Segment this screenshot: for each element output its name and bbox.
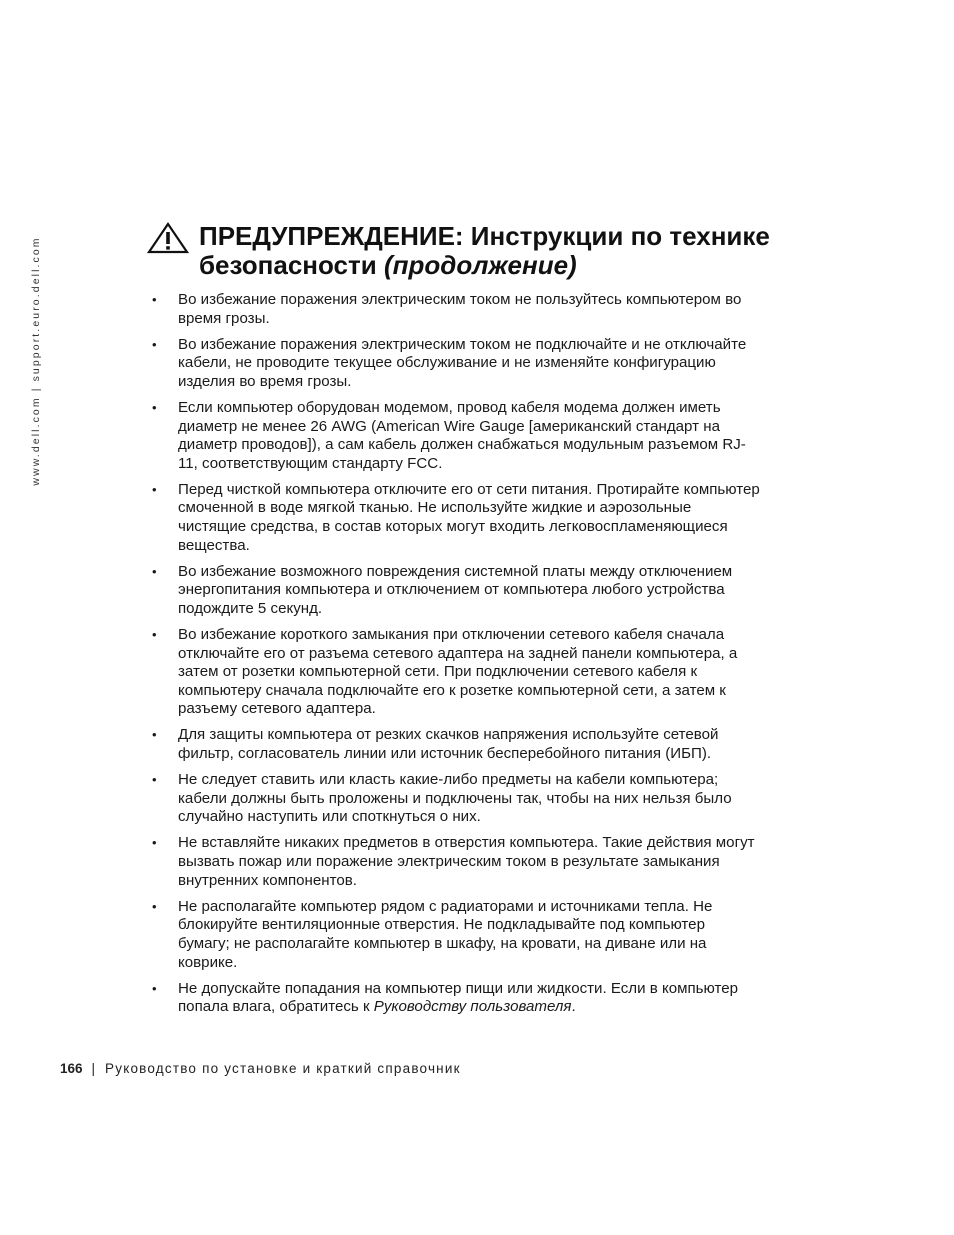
sidebar-url-text: www.dell.com | support.euro.dell.com [30, 236, 42, 486]
page-footer [60, 1061, 461, 1076]
bullet-icon: • [152, 481, 157, 497]
bullet-icon: • [152, 336, 157, 352]
list-item-text: Не располагайте компьютер рядом с радиаторами и источниками тепла. Не блокируйте вентиляционные отверстия. Не подкладывайте под компьютер бумагу; не располагайте компьютер в шкафу, на кровати, на диване или на коврике. [178, 897, 713, 971]
bullet-icon: • [152, 627, 157, 642]
list-item [150, 980, 760, 1017]
bullet-icon: • [152, 292, 157, 307]
title-continued: (продолжение) [383, 250, 577, 280]
list-item-text: Перед чисткой компьютера отключите его от сети питания. Протирайте компьютер смоченной в воде мягкой тканью. Не используйте жидкие и аэрозольные чистящие средства, в состав которых могут входить легковоспламеняющиеся вещества. [178, 480, 760, 554]
list-item [150, 626, 760, 719]
list-item-text: Для защиты компьютера от резких скачков напряжения используйте сетевой фильтр, согласователь линии или источник бесперебойного питания (ИБП). [178, 726, 719, 763]
section-heading [146, 222, 826, 280]
warning-triangle-icon [146, 222, 190, 254]
list-item [150, 481, 760, 555]
footer-separator: | [91, 1061, 96, 1076]
bullet-icon: • [152, 772, 157, 788]
list-item-italic-text: Руководству пользователя [373, 998, 572, 1016]
list-item [150, 726, 760, 763]
list-item [150, 834, 760, 890]
list-item [150, 291, 760, 328]
list-item-text: Во избежание возможного повреждения системной платы между отключением энергопитания компьютера и отключением от компьютера любого устройства подождите 5 секунд. [178, 562, 733, 617]
list-item [150, 336, 760, 392]
list-item-text: Не следует ставить или класть какие-либо предметы на кабели компьютера; кабели должны быть проложены и подключены так, чтобы на них нельзя было случайно наступить или споткнуться о них. [178, 771, 732, 826]
bullet-icon: • [152, 727, 157, 743]
list-item-text: Во избежание поражения электрическим током не пользуйтесь компьютером во время грозы. [178, 291, 742, 327]
list-item-text-tail: . [571, 998, 576, 1016]
list-item-text: Не допускайте попадания на компьютер пищи или жидкости. Если в компьютер попала влага, обратитесь к [178, 979, 739, 1016]
list-item [150, 898, 760, 972]
page-number: 166 [60, 1061, 83, 1076]
title-main: ПРЕДУПРЕЖДЕНИЕ: Инструкции по технике безопасности [199, 221, 770, 280]
list-item-text: Не вставляйте никаких предметов в отверстия компьютера. Такие действия могут вызвать пожар или поражение электрическим током в результате замыкания внутренних компонентов. [178, 834, 755, 889]
bullet-icon: • [152, 835, 157, 851]
safety-instructions-list [150, 291, 760, 1024]
page-title [146, 222, 826, 280]
list-item-text: Во избежание короткого замыкания при отключении сетевого кабеля сначала отключайте его от разъема сетевого адаптера на задней панели компьютера, а затем от розетки компьютерной сети. При подключении сетевого кабеля к компьютеру сначала подключайте его к розетке компьютерной сети, а затем к разъему сетевого адаптера. [178, 626, 738, 718]
sidebar-url [28, 222, 44, 500]
list-item-text: Если компьютер оборудован модемом, провод кабеля модема должен иметь диаметр не менее 26 AWG (American Wire Gauge [американский стандарт на диаметр проводов]), а сам кабель должен снабжаться модульным разъемом RJ-11, соответствующим стандарту FCC. [178, 398, 746, 472]
footer-doc-title: Руководство по установке и краткий справочник [105, 1061, 461, 1076]
list-item [150, 771, 760, 827]
list-item-text: Во избежание поражения электрическим током не подключайте и не отключайте кабели, не проводите текущее обслуживание и не изменяйте конфигурацию изделия во время грозы. [178, 335, 747, 390]
list-item [150, 563, 760, 619]
bullet-icon: • [152, 563, 157, 579]
bullet-icon: • [152, 898, 157, 914]
bullet-icon: • [152, 399, 157, 415]
list-item [150, 399, 760, 473]
bullet-icon: • [152, 980, 157, 996]
